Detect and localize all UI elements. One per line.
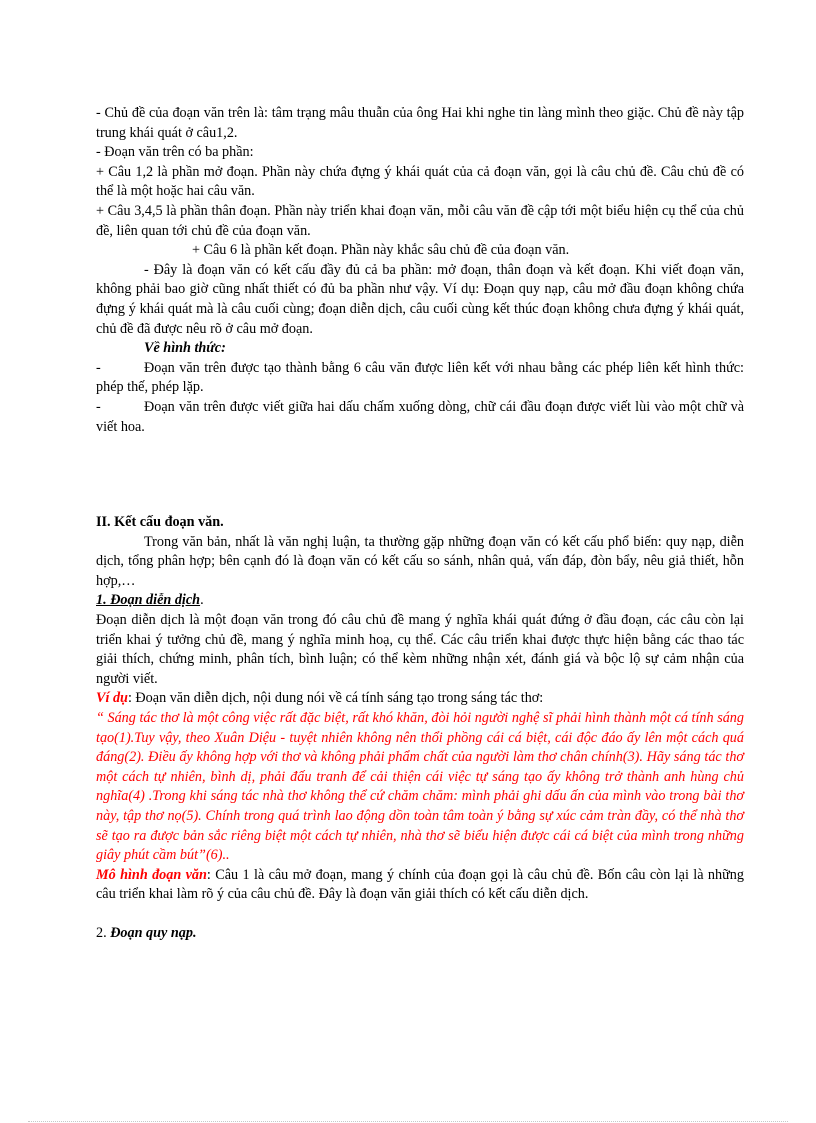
- spacer: [96, 437, 744, 513]
- example-label: Ví dụ: [96, 690, 128, 707]
- paragraph-body: + Câu 3,4,5 là phần thân đoạn. Phần này triển khai đoạn văn, mỗi câu văn đề cập tới một biểu hiện cụ thể của chủ đề, liên quan tới chủ đề của đoạn văn.: [96, 202, 744, 239]
- subheading-deductive-text: 1. Đoạn diễn dịch: [96, 592, 201, 609]
- section-heading: II. Kết cấu đoạn văn.: [96, 514, 224, 531]
- form-item-1-text: Đoạn văn trên được tạo thành bằng 6 câu văn được liên kết với nhau bằng các phép liên kết hình thức: phép thế, phép lặp.: [96, 359, 744, 396]
- example-line: [96, 689, 744, 709]
- form-dash: -: [96, 359, 101, 376]
- paragraph-deductive-definition: Đoạn diễn dịch là một đoạn văn trong đó câu chủ đề mang ý nghĩa khái quát đứng ở đầu đoạn, các câu còn lại triển khai ý tưởng chủ đề, mang ý nghĩa minh hoạ, cụ thể. Các câu triển khai được thực hiện bằng các thao tác giải thích, chứng minh, phân tích, bình luận; có thể kèm những nhận xét, đánh giá và bộc lộ sự cảm nhận của người viết.: [96, 612, 744, 687]
- paragraph-closing: + Câu 6 là phần kết đoạn. Phần này khắc sâu chủ đề của đoạn văn.: [192, 242, 570, 259]
- model-text: : Câu 1 là câu mở đoạn, mang ý chính của đoạn gọi là câu chủ đề. Bốn câu còn lại là những câu triển khai làm rõ ý của câu chủ đề. Đây là đoạn văn giải thích có kết cấu diễn dịch.: [96, 866, 744, 903]
- subheading-inductive: [96, 924, 744, 944]
- form-item-2-text: Đoạn văn trên được viết giữa hai dấu chấm xuống dòng, chữ cái đầu đoạn được viết lùi vào một chữ và viết hoa.: [96, 398, 744, 435]
- model-line: [96, 866, 744, 905]
- document-page: [96, 104, 744, 944]
- example-intro: : Đoạn văn diễn dịch, nội dung nói về cá tính sáng tạo trong sáng tác thơ:: [127, 690, 544, 707]
- paragraph-opening: + Câu 1,2 là phần mở đoạn. Phần này chứa đựng ý khái quát của cả đoạn văn, gọi là câu chủ đề. Câu chủ đề có thể là một hoặc hai câu văn.: [96, 163, 744, 200]
- form-item-1: [96, 359, 744, 398]
- subheading-deductive: [96, 591, 744, 611]
- spacer: [96, 905, 744, 924]
- form-dash: -: [96, 398, 101, 415]
- example-quote: “ Sáng tác thơ là một công việc rất đặc biệt, rất khó khăn, đòi hỏi người nghệ sĩ phải hình thành một cá tính sáng tạo(1).Tuy vậy, theo Xuân Diệu - tuyệt nhiên không nên thổi phồng cái cá biệt, cái độc đáo ấy lên một cách quá đáng(2). Điều ấy không hợp với thơ và không phải phẩm chất của người làm thơ chân chính(3). Hãy sáng tác thơ một cách tự nhiên, bình dị, phải đấu tranh để cải thiện cái việc tự sáng tạo ấy không trở thành anh hùng chủ nghĩa(4) .Trong khi sáng tác nhà thơ không thể cứ chăm chăm: mình phải ghi dấu ấn của mình vào trong bài thơ này, tập thơ nọ(5). Chính trong quá trình lao động dồn toàn tâm toàn ý bằng sự xúc cảm tràn đầy, có thể nhà thơ sẽ tạo ra được bản sắc riêng biệt một cách tự nhiên, nhà thơ sẽ biểu hiện được cái cá biệt của mình trong những giây phút cầm bút”(6)..: [96, 710, 744, 864]
- paragraph-topic: - Chủ đề của đoạn văn trên là: tâm trạng mâu thuẫn của ông Hai khi nghe tin làng mình theo giặc. Chủ đề này tập trung khái quát ở câu1,2.: [96, 105, 744, 141]
- model-label: Mô hình đoạn văn: [96, 866, 207, 883]
- form-heading-text: Về hình thức:: [144, 340, 226, 357]
- form-heading: [96, 339, 744, 359]
- paragraph-structure-note: - Đây là đoạn văn có kết cấu đầy đủ cả ba phần: mở đoạn, thân đoạn và kết đoạn. Khi viết đoạn văn, không phải bao giờ cũng nhất thiết có đủ ba phần như vậy. Ví dụ: Đoạn quy nạp, câu mở đầu đoạn không chứa đựng ý khái quát mà là câu cuối cùng; đoạn diễn dịch, câu cuối cùng kết thúc đoạn không chưa đựng ý khái quát, chủ đề đã được nêu rõ ở câu mở đoạn.: [96, 261, 744, 337]
- subheading-dot: .: [200, 592, 204, 609]
- subheading-inductive-number: 2.: [96, 924, 111, 941]
- form-item-2: [96, 398, 744, 437]
- paragraph-common-structures: Trong văn bản, nhất là văn nghị luận, ta thường gặp những đoạn văn có kết cấu phổ biến: quy nạp, diễn dịch, tổng phân hợp; bên cạnh đó là đoạn văn có kết cấu so sánh, nhân quả, vấn đáp, đòn bẩy, nêu giả thiết, hỗn hợp,…: [96, 533, 744, 589]
- page-bottom-border: [28, 1121, 788, 1122]
- paragraph-three-parts: - Đoạn văn trên có ba phần:: [96, 144, 254, 161]
- subheading-inductive-text: Đoạn quy nạp.: [110, 924, 197, 941]
